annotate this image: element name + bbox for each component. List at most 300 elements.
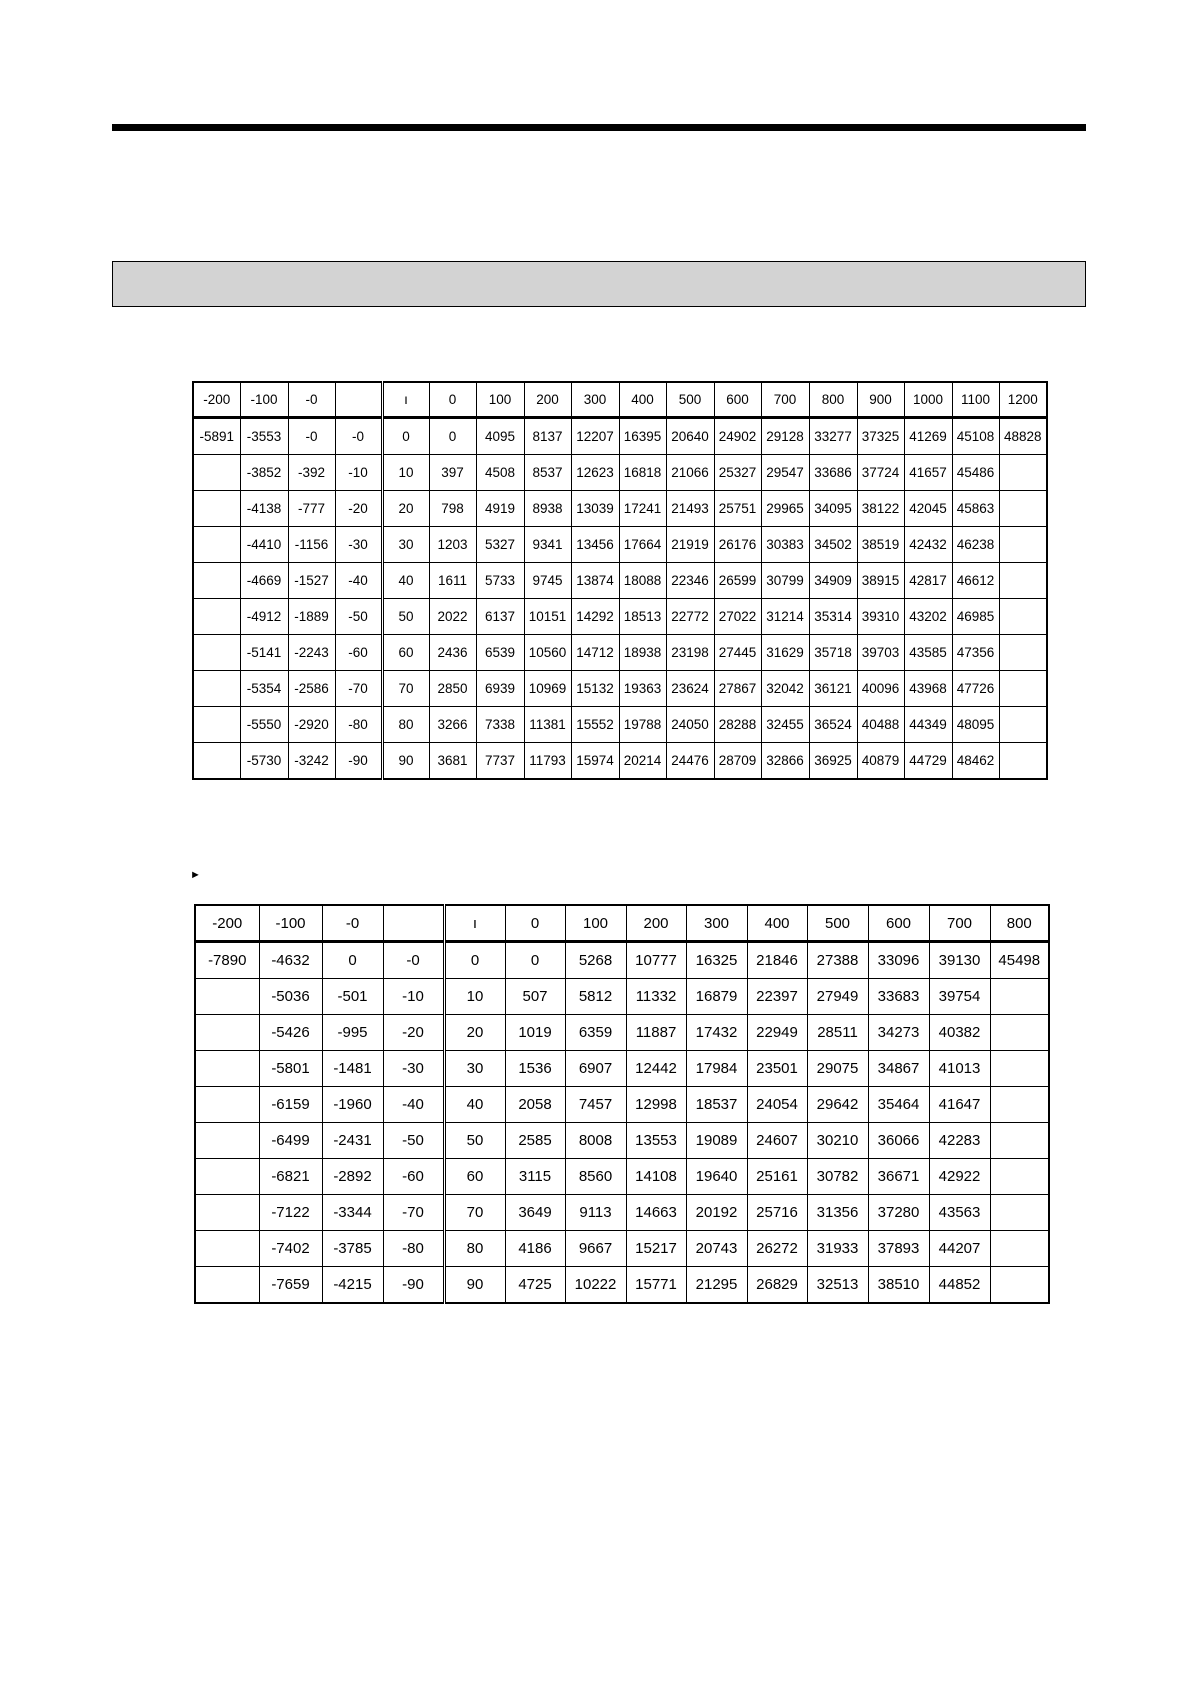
table-cell: 0 <box>322 942 383 979</box>
table-cell <box>990 1231 1049 1267</box>
table-cell <box>193 455 240 491</box>
table-cell: 16325 <box>686 942 747 979</box>
table-cell: 42432 <box>904 527 952 563</box>
table-cell: 2022 <box>429 599 476 635</box>
table-cell: 8137 <box>524 418 571 455</box>
table-cell: 42045 <box>904 491 952 527</box>
table-cell: 15132 <box>571 671 619 707</box>
table-cell <box>990 1087 1049 1123</box>
table-cell: -1527 <box>288 563 335 599</box>
table-cell: -2586 <box>288 671 335 707</box>
table-cell: 14292 <box>571 599 619 635</box>
table-cell <box>193 671 240 707</box>
table-cell: 2585 <box>505 1123 565 1159</box>
table-cell: -4632 <box>259 942 322 979</box>
table-cell: 22949 <box>747 1015 807 1051</box>
header-cell: 800 <box>990 905 1049 942</box>
table-cell <box>990 1123 1049 1159</box>
table-cell: 25161 <box>747 1159 807 1195</box>
table-cell: 44729 <box>904 743 952 780</box>
table-cell: 20640 <box>666 418 714 455</box>
table-cell: 70 <box>382 671 429 707</box>
table-cell: 5733 <box>476 563 524 599</box>
header-cell: ı <box>444 905 505 942</box>
table-cell <box>193 599 240 635</box>
table-cell: 15217 <box>626 1231 686 1267</box>
table-cell <box>999 491 1047 527</box>
table-cell: 45863 <box>952 491 999 527</box>
table-cell: 4508 <box>476 455 524 491</box>
header-cell: 700 <box>761 382 809 418</box>
table-cell: 47726 <box>952 671 999 707</box>
arrow-marker-icon: ► <box>190 869 201 881</box>
table-cell: 37893 <box>868 1231 929 1267</box>
table-cell: 36671 <box>868 1159 929 1195</box>
table-cell: 40096 <box>857 671 904 707</box>
table-cell: 9667 <box>565 1231 626 1267</box>
header-cell: 500 <box>666 382 714 418</box>
table-cell: -60 <box>335 635 382 671</box>
table-cell: 30782 <box>807 1159 868 1195</box>
table-cell <box>990 1015 1049 1051</box>
table-cell: 6939 <box>476 671 524 707</box>
table-cell <box>990 979 1049 1015</box>
table-cell: -20 <box>335 491 382 527</box>
table-cell <box>195 1015 259 1051</box>
table-cell: 17984 <box>686 1051 747 1087</box>
table-cell: -5550 <box>240 707 288 743</box>
header-cell: 1100 <box>952 382 999 418</box>
table-cell <box>195 1123 259 1159</box>
table-cell: -90 <box>335 743 382 780</box>
table-cell: 32455 <box>761 707 809 743</box>
table-cell: 23624 <box>666 671 714 707</box>
table-cell: 48828 <box>999 418 1047 455</box>
table-cell: -30 <box>335 527 382 563</box>
table-cell: 1611 <box>429 563 476 599</box>
table-cell: 33277 <box>809 418 857 455</box>
table-cell: 4095 <box>476 418 524 455</box>
table-cell: 15552 <box>571 707 619 743</box>
table-cell: 7457 <box>565 1087 626 1123</box>
table-cell: -3785 <box>322 1231 383 1267</box>
table-cell: 39703 <box>857 635 904 671</box>
table-cell: 32866 <box>761 743 809 780</box>
table-cell: -7659 <box>259 1267 322 1304</box>
table-cell: 29128 <box>761 418 809 455</box>
table-cell: 60 <box>444 1159 505 1195</box>
table-cell: 40 <box>382 563 429 599</box>
table-cell <box>193 527 240 563</box>
table-cell: 3681 <box>429 743 476 780</box>
table-cell: 21066 <box>666 455 714 491</box>
table-cell: 24607 <box>747 1123 807 1159</box>
table-cell: 1536 <box>505 1051 565 1087</box>
table-cell <box>999 743 1047 780</box>
table-cell: 9113 <box>565 1195 626 1231</box>
table-cell <box>193 563 240 599</box>
table-cell: 28709 <box>714 743 761 780</box>
table-cell: 33096 <box>868 942 929 979</box>
table-row <box>195 1267 1049 1304</box>
table-cell: 8938 <box>524 491 571 527</box>
table-cell: 6539 <box>476 635 524 671</box>
header-cell: 700 <box>929 905 990 942</box>
table-cell: -1481 <box>322 1051 383 1087</box>
table-cell: 34867 <box>868 1051 929 1087</box>
table-cell: 45498 <box>990 942 1049 979</box>
table-cell: 21295 <box>686 1267 747 1304</box>
table-cell: 11332 <box>626 979 686 1015</box>
table-cell: 30383 <box>761 527 809 563</box>
table-cell: 40488 <box>857 707 904 743</box>
table-cell: 38519 <box>857 527 904 563</box>
table-cell: 33686 <box>809 455 857 491</box>
table-cell: -6821 <box>259 1159 322 1195</box>
table-cell: -5036 <box>259 979 322 1015</box>
table-cell: 36925 <box>809 743 857 780</box>
table-cell: 48462 <box>952 743 999 780</box>
table-cell: 30 <box>444 1051 505 1087</box>
table-cell: 3649 <box>505 1195 565 1231</box>
header-cell: 0 <box>429 382 476 418</box>
table-cell: -3242 <box>288 743 335 780</box>
table-cell: 6137 <box>476 599 524 635</box>
table-cell <box>195 1267 259 1304</box>
table-cell: 27949 <box>807 979 868 1015</box>
table-cell: 798 <box>429 491 476 527</box>
table-cell: 0 <box>505 942 565 979</box>
table-cell: 10 <box>444 979 505 1015</box>
section-header-bar <box>112 261 1086 307</box>
table-cell: 8537 <box>524 455 571 491</box>
table-cell: 36066 <box>868 1123 929 1159</box>
table-cell <box>195 1159 259 1195</box>
table-cell: -392 <box>288 455 335 491</box>
header-cell: -0 <box>322 905 383 942</box>
table-cell <box>990 1051 1049 1087</box>
table-cell: 38122 <box>857 491 904 527</box>
table-cell <box>990 1267 1049 1304</box>
table-cell: -70 <box>335 671 382 707</box>
table-cell: 39130 <box>929 942 990 979</box>
table-cell: -5801 <box>259 1051 322 1087</box>
table-cell: 26829 <box>747 1267 807 1304</box>
table-cell: 16395 <box>619 418 666 455</box>
table-cell: 25751 <box>714 491 761 527</box>
table-cell: -4669 <box>240 563 288 599</box>
table-cell: 1019 <box>505 1015 565 1051</box>
table-cell: 24902 <box>714 418 761 455</box>
table-cell: 28288 <box>714 707 761 743</box>
table-cell: 25716 <box>747 1195 807 1231</box>
table-cell: 10777 <box>626 942 686 979</box>
table-cell: 8560 <box>565 1159 626 1195</box>
table-cell: 60 <box>382 635 429 671</box>
table-cell: 21846 <box>747 942 807 979</box>
table-cell: -995 <box>322 1015 383 1051</box>
table-cell: 39310 <box>857 599 904 635</box>
table-cell: -777 <box>288 491 335 527</box>
header-cell: -0 <box>288 382 335 418</box>
table-cell: -4215 <box>322 1267 383 1304</box>
table-cell <box>999 599 1047 635</box>
table-cell: -0 <box>335 418 382 455</box>
table-cell <box>195 1231 259 1267</box>
table-cell: 41013 <box>929 1051 990 1087</box>
table-cell: 23501 <box>747 1051 807 1087</box>
header-cell: 1000 <box>904 382 952 418</box>
table-cell: 46612 <box>952 563 999 599</box>
table-cell: -1156 <box>288 527 335 563</box>
table-row <box>193 455 1047 491</box>
header-cell: 200 <box>626 905 686 942</box>
table-cell: 29547 <box>761 455 809 491</box>
header-cell: -100 <box>259 905 322 942</box>
table-cell: 36121 <box>809 671 857 707</box>
table-row <box>195 1195 1049 1231</box>
table-cell: -6159 <box>259 1087 322 1123</box>
table-cell: 21919 <box>666 527 714 563</box>
table-cell: 26176 <box>714 527 761 563</box>
table-cell: 5812 <box>565 979 626 1015</box>
table-cell: 36524 <box>809 707 857 743</box>
table-row <box>195 1123 1049 1159</box>
table-cell: 45486 <box>952 455 999 491</box>
table-cell: 32042 <box>761 671 809 707</box>
table-cell: 33683 <box>868 979 929 1015</box>
table-cell: 42817 <box>904 563 952 599</box>
table-cell: 5268 <box>565 942 626 979</box>
table-cell: 29965 <box>761 491 809 527</box>
header-cell: 300 <box>571 382 619 418</box>
table-cell: 1203 <box>429 527 476 563</box>
table-cell: -3344 <box>322 1195 383 1231</box>
table-cell: 31356 <box>807 1195 868 1231</box>
top-rule <box>112 124 1086 131</box>
table-cell: -80 <box>383 1231 444 1267</box>
table-cell: 11793 <box>524 743 571 780</box>
table-cell: -6499 <box>259 1123 322 1159</box>
table-cell: 22772 <box>666 599 714 635</box>
table-cell: 22397 <box>747 979 807 1015</box>
table-cell: 34095 <box>809 491 857 527</box>
table-cell: -60 <box>383 1159 444 1195</box>
table-cell: 18938 <box>619 635 666 671</box>
table-cell: -3852 <box>240 455 288 491</box>
table-cell: 40 <box>444 1087 505 1123</box>
table-cell: -5891 <box>193 418 240 455</box>
table-cell <box>195 1087 259 1123</box>
header-cell: 300 <box>686 905 747 942</box>
table-cell: 42283 <box>929 1123 990 1159</box>
table-cell: 17664 <box>619 527 666 563</box>
table-cell: -40 <box>383 1087 444 1123</box>
table-cell: 19640 <box>686 1159 747 1195</box>
table-row <box>195 1087 1049 1123</box>
header-cell: 100 <box>565 905 626 942</box>
table-cell: 7737 <box>476 743 524 780</box>
table-cell: 41657 <box>904 455 952 491</box>
table-cell: 11887 <box>626 1015 686 1051</box>
table-cell: 15974 <box>571 743 619 780</box>
table-2-body <box>195 905 1049 1303</box>
table-cell: 0 <box>444 942 505 979</box>
table-cell: 12998 <box>626 1087 686 1123</box>
table-cell: 44852 <box>929 1267 990 1304</box>
table-cell: -2243 <box>288 635 335 671</box>
table-cell: -4912 <box>240 599 288 635</box>
table-cell: 6907 <box>565 1051 626 1087</box>
table-cell: 18513 <box>619 599 666 635</box>
table-cell: 507 <box>505 979 565 1015</box>
table-cell: 43563 <box>929 1195 990 1231</box>
thermocouple-table-1 <box>192 381 1048 780</box>
table-cell: 47356 <box>952 635 999 671</box>
table-cell: 17432 <box>686 1015 747 1051</box>
table-cell: 20 <box>382 491 429 527</box>
table-cell: 9745 <box>524 563 571 599</box>
table-cell: 37325 <box>857 418 904 455</box>
table-cell: 80 <box>444 1231 505 1267</box>
header-cell: 400 <box>747 905 807 942</box>
table-cell <box>195 1051 259 1087</box>
table-row <box>193 743 1047 780</box>
table-cell <box>195 1195 259 1231</box>
table-row <box>195 1015 1049 1051</box>
table-cell <box>193 635 240 671</box>
table-cell: -7402 <box>259 1231 322 1267</box>
table-cell: -0 <box>288 418 335 455</box>
table-cell: 45108 <box>952 418 999 455</box>
table-cell <box>195 979 259 1015</box>
table-cell <box>999 455 1047 491</box>
table-cell: -2431 <box>322 1123 383 1159</box>
table-cell: 37724 <box>857 455 904 491</box>
table-cell: -80 <box>335 707 382 743</box>
header-row <box>193 382 1047 418</box>
table-cell: 43968 <box>904 671 952 707</box>
table-cell: 8008 <box>565 1123 626 1159</box>
table-row <box>193 491 1047 527</box>
table-cell: 7338 <box>476 707 524 743</box>
table-cell: 17241 <box>619 491 666 527</box>
table-cell: -501 <box>322 979 383 1015</box>
table-cell: -30 <box>383 1051 444 1087</box>
table-row <box>193 599 1047 635</box>
table-cell: 3115 <box>505 1159 565 1195</box>
table-cell: 30 <box>382 527 429 563</box>
header-cell <box>383 905 444 942</box>
header-cell <box>335 382 382 418</box>
table-cell: 10222 <box>565 1267 626 1304</box>
table-cell: 25327 <box>714 455 761 491</box>
table-cell: -90 <box>383 1267 444 1304</box>
table-cell: 32513 <box>807 1267 868 1304</box>
table-cell: -7890 <box>195 942 259 979</box>
table-cell: 5327 <box>476 527 524 563</box>
table-cell <box>999 527 1047 563</box>
table-cell <box>999 563 1047 599</box>
table-cell: 35718 <box>809 635 857 671</box>
table-cell: -1960 <box>322 1087 383 1123</box>
header-cell: 1200 <box>999 382 1047 418</box>
table-cell: 30210 <box>807 1123 868 1159</box>
table-row <box>193 418 1047 455</box>
header-cell: 200 <box>524 382 571 418</box>
header-cell: -200 <box>193 382 240 418</box>
table-cell: -5141 <box>240 635 288 671</box>
table-cell: -3553 <box>240 418 288 455</box>
table-cell: 2058 <box>505 1087 565 1123</box>
table-cell: 27388 <box>807 942 868 979</box>
table-cell: 42922 <box>929 1159 990 1195</box>
table-cell <box>193 707 240 743</box>
table-cell: 29642 <box>807 1087 868 1123</box>
table-cell: 40879 <box>857 743 904 780</box>
table-cell: 44207 <box>929 1231 990 1267</box>
table-row <box>193 671 1047 707</box>
table-row <box>195 1051 1049 1087</box>
thermocouple-table-2 <box>194 904 1050 1304</box>
table-cell: 50 <box>444 1123 505 1159</box>
table-cell: 31933 <box>807 1231 868 1267</box>
table-cell: 397 <box>429 455 476 491</box>
table-cell: 46985 <box>952 599 999 635</box>
table-cell: -10 <box>335 455 382 491</box>
table-cell: 10151 <box>524 599 571 635</box>
header-cell: -200 <box>195 905 259 942</box>
table-cell: 48095 <box>952 707 999 743</box>
table-cell: -2920 <box>288 707 335 743</box>
table-cell: 27445 <box>714 635 761 671</box>
table-cell: -5730 <box>240 743 288 780</box>
table-row <box>195 1231 1049 1267</box>
table-cell: 2436 <box>429 635 476 671</box>
table-cell: -7122 <box>259 1195 322 1231</box>
table-cell: -40 <box>335 563 382 599</box>
table-cell: 16818 <box>619 455 666 491</box>
table-cell: 34273 <box>868 1015 929 1051</box>
table-cell: 3266 <box>429 707 476 743</box>
table-cell: 14663 <box>626 1195 686 1231</box>
table-cell: 19089 <box>686 1123 747 1159</box>
table-cell: 27867 <box>714 671 761 707</box>
table-cell: 13874 <box>571 563 619 599</box>
table-cell: 38915 <box>857 563 904 599</box>
table-cell: 26272 <box>747 1231 807 1267</box>
table-cell <box>193 491 240 527</box>
table-cell: 14712 <box>571 635 619 671</box>
table-row <box>193 707 1047 743</box>
table-cell: 35314 <box>809 599 857 635</box>
table-cell: 20 <box>444 1015 505 1051</box>
table-cell: 30799 <box>761 563 809 599</box>
table-cell: 22346 <box>666 563 714 599</box>
header-cell: 100 <box>476 382 524 418</box>
table-cell: 4919 <box>476 491 524 527</box>
table-cell: -50 <box>335 599 382 635</box>
table-cell: 24054 <box>747 1087 807 1123</box>
table-cell: 44349 <box>904 707 952 743</box>
table-cell: 19363 <box>619 671 666 707</box>
table-cell <box>999 635 1047 671</box>
table-cell: 26599 <box>714 563 761 599</box>
table-cell <box>999 671 1047 707</box>
header-cell: -100 <box>240 382 288 418</box>
table-cell: 41647 <box>929 1087 990 1123</box>
table-cell: 39754 <box>929 979 990 1015</box>
